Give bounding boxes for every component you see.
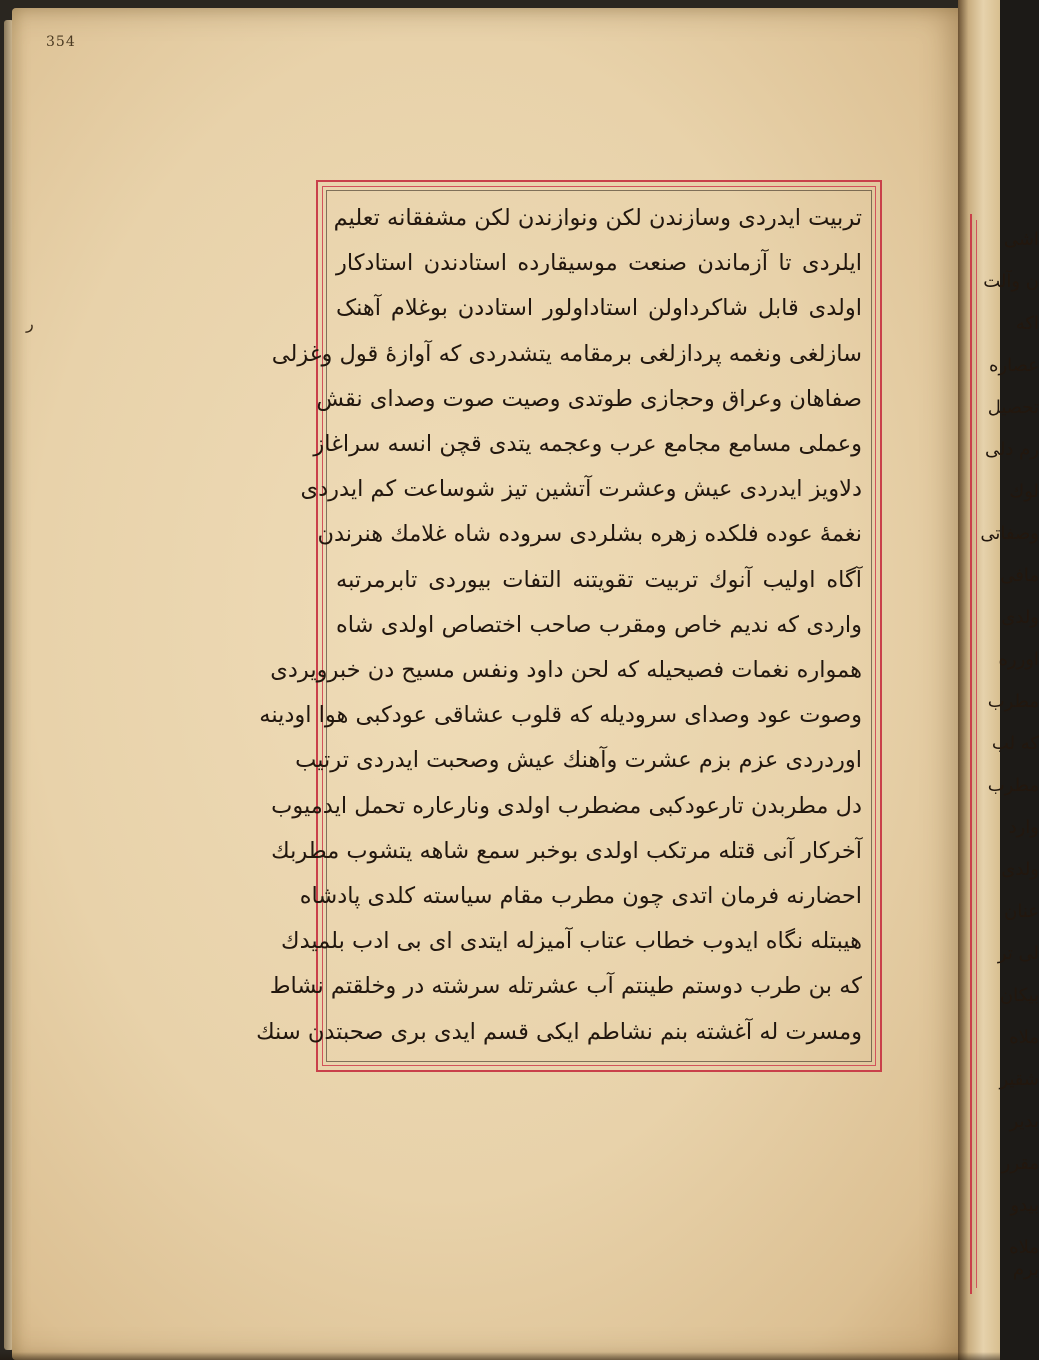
facing-page-line: وصفاتی	[980, 523, 1039, 544]
text-line: وعملی مسامع مجامع عرب وعجمه یتدی قچن انسه سراغاز	[313, 431, 862, 457]
facing-page-line: اورره	[998, 649, 1039, 670]
text-line: واردی که ندیم خاص ومقرب صاحب اختصاص اولدی شاه	[336, 612, 862, 638]
text-line: آگاه اولیب آنوك تربیت تقویتنه التفات بیوردی تابرمرتبه	[336, 567, 862, 593]
facing-page-line: تحصیل	[987, 397, 1039, 418]
facing-page-line: ولدی	[1001, 859, 1039, 880]
text-line: وصوت عود وصدای سرودیله که قلوب عشاقی عودکبی هوا اودینه	[259, 702, 862, 728]
facing-page-line: عنان	[1004, 901, 1039, 922]
text-line: آخرکار آنی قتله مرتکب اولدی بوخبر سمع شاهه یتشوب مطربك	[271, 838, 862, 864]
facing-page-line: ملاه	[1009, 1237, 1039, 1258]
facing-page-line: شقیر	[999, 1069, 1039, 1090]
facing-page-line: ولدی	[1001, 607, 1039, 628]
text-line: اولدی قابل شاکرداولن استاداولور استاددن بوغلام آهنک	[336, 295, 862, 321]
facing-page-line: وارد	[1008, 817, 1039, 838]
text-line: دل مطربدن تارعودکبی مضطرب اولدی ونارعاره تحمل ایدمیوب	[271, 793, 862, 819]
facing-page-line: مطرب	[987, 691, 1039, 712]
text-line: اوردردی عزم بزم عشرت وآهنك عیش وصحبت ایدردی ترتیب	[295, 747, 862, 773]
text-block	[256, 198, 866, 1056]
text-line: که بن طرب دوستم طینتم آب عشرتله سرشته در وخلقتم نشاط	[269, 973, 862, 999]
facing-page-line: لوك	[1009, 481, 1039, 502]
text-line: ایلردی تا آزماندن صنعت موسیقارده استادندن استادکار	[336, 250, 862, 276]
text-line: سازلغی ونغمه پردازلغی برمقامه یتشدردی که آوازهٔ قول وغزلی	[271, 341, 862, 367]
facing-page-line: بدیر	[1009, 1111, 1039, 1132]
facing-page-line: که لب	[991, 733, 1039, 754]
text-line: همواره نغمات فصیحیله که لحن داود ونفس مسیح دن خبرویردی	[270, 657, 862, 683]
facing-page-line: مافی	[1000, 565, 1039, 586]
text-line: هیبتله نگاه ایدوب خطاب عتاب آمیزله ایتدی ای بی ادب بلمیدك	[281, 928, 862, 954]
facing-page-line: ن وآلت	[983, 271, 1039, 292]
facing-page-line: مطرب	[987, 775, 1039, 796]
facing-page-line: مقرر	[1001, 1153, 1039, 1174]
text-line: تربیت ایدردی وسازندن لکن ونوازندن لکن مشفقانه تعلیم	[333, 205, 862, 231]
text-line: نغمهٔ عوده فلکده زهره بشلردی سروده شاه غلامك هنرندن	[317, 521, 862, 547]
text-line: ومسرت له آغشته بنم نشاطم ایکی قسم ایدی بری صحبتدن سنك	[256, 1019, 862, 1045]
facing-page-line: عصاره	[989, 355, 1039, 376]
facing-page-line: ملاه	[1009, 1027, 1039, 1048]
facing-page-line: اکه	[1015, 313, 1039, 334]
text-line: صفاهان وعراق وحجازی طوتدی وصیت صوت وصدای نقش	[316, 386, 862, 412]
facing-page-line: بیدو	[1010, 1195, 1039, 1216]
catchword: برم	[1012, 1259, 1039, 1280]
facing-page-line: رم دلی	[984, 439, 1039, 460]
facing-page-line: بیکان	[999, 985, 1039, 1006]
folio-number: 354	[46, 34, 76, 50]
text-line: احضارنه فرمان اتدی چون مطرب مقام سیاسته کلدی پادشاه	[299, 883, 862, 909]
facing-page-text	[979, 225, 1039, 1285]
facing-page-line: اشی	[1003, 229, 1039, 250]
text-line: دلاویز ایدردی عیش وعشرت آتشین تیز شوساعت کم ایدردی	[300, 476, 862, 502]
page-shadow	[0, 1352, 1000, 1360]
margin-mark: ر	[26, 314, 34, 333]
facing-page-line: لی تر	[997, 943, 1039, 964]
